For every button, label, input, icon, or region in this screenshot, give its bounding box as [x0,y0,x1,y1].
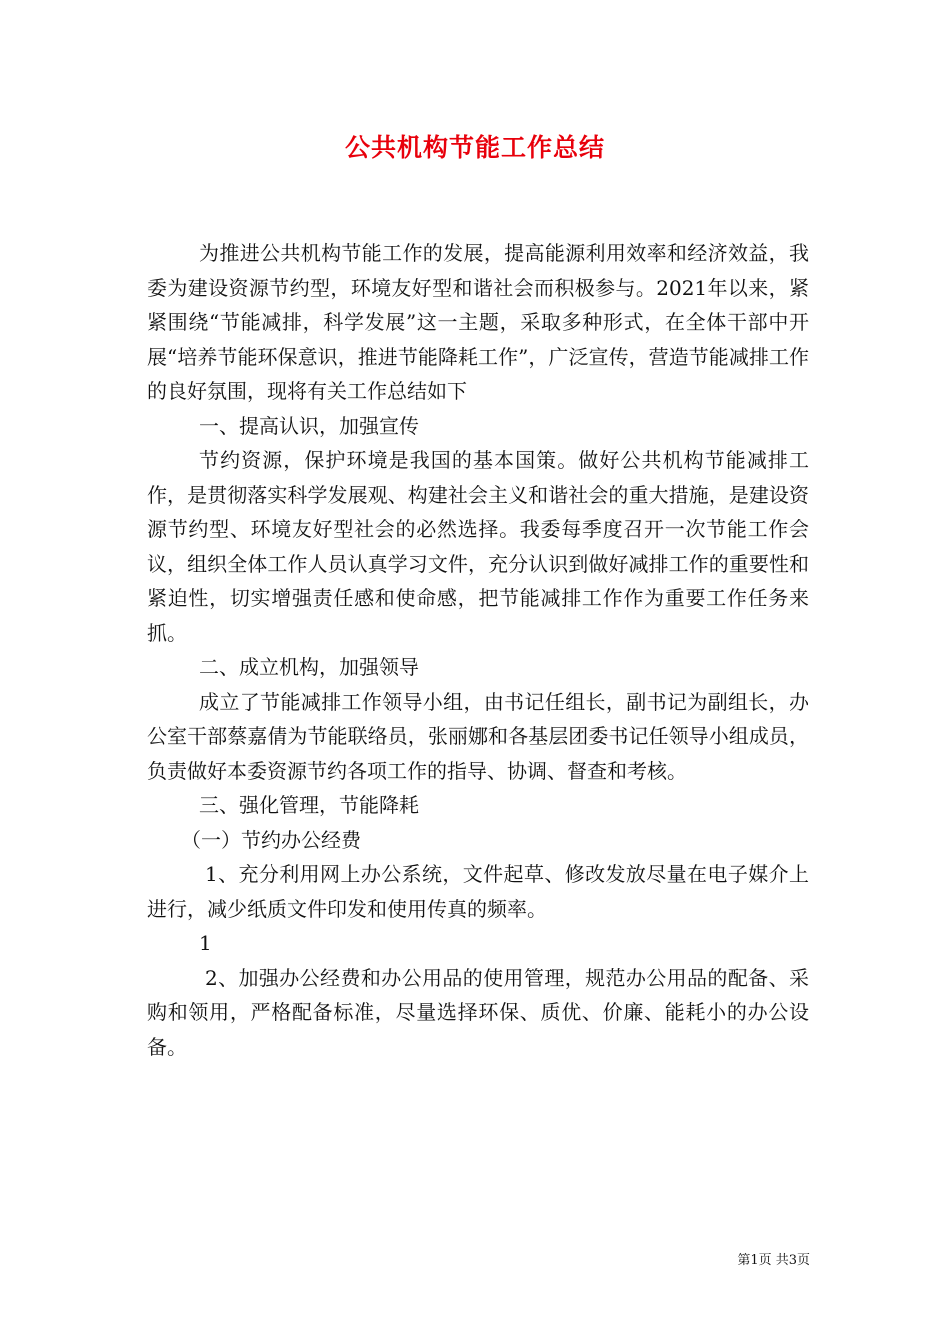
paragraph-intro: 为推进公共机构节能工作的发展，提高能源利用效率和经济效益，我委为建设资源节约型，环境友好型和谐社会而积极参与。2021年以来，紧紧围绕“节能减排，科学发展”这一主题，采取多种形式，在全体干部中开展“培养节能环保意识，推进节能降耗工作”，广泛宣传，营造节能减排工作的良好氛围，现将有关工作总结如下 [147,241,809,403]
paragraph-section-2: 成立了节能减排工作领导小组，由书记任组长，副书记为副组长，办公室干部蔡嘉倩为节能联络员，张丽娜和各基层团委书记任领导小组成员，负责做好本委资源节约各项工作的指导、协调、督查和考核。 [147,689,809,783]
list-item-2: 2、加强办公经费和办公用品的使用管理，规范办公用品的配备、采购和领用，严格配备标准，尽量选择环保、质优、价廉、能耗小的办公设备。 [147,965,809,1059]
document-body [147,236,809,1064]
subheading-3-1: （一）节约办公经费 [181,827,361,852]
heading-section-3: 三、强化管理，节能降耗 [199,793,419,817]
page-footer: 第1页 共3页 [737,1253,810,1268]
document-title: 公共机构节能工作总结 [344,133,605,162]
page-number-inline: 1 [199,931,212,955]
heading-section-1: 一、提高认识，加强宣传 [199,413,419,438]
list-item-1: 1、充分利用网上办公系统，文件起草、修改发放尽量在电子媒介上进行，减少纸质文件印发和使用传真的频率。 [147,862,809,921]
heading-section-2: 二、成立机构，加强领导 [199,655,419,679]
paragraph-section-1: 节约资源，保护环境是我国的基本国策。做好公共机构节能减排工作，是贯彻落实科学发展观、构建社会主义和谐社会的重大措施，是建设资源节约型、环境友好型社会的必然选择。我委每季度召开一次节能工作会议，组织全体工作人员认真学习文件，充分认识到做好减排工作的重要性和紧迫性，切实增强责任感和使命感，把节能减排工作作为重要工作任务来抓。 [147,448,809,645]
